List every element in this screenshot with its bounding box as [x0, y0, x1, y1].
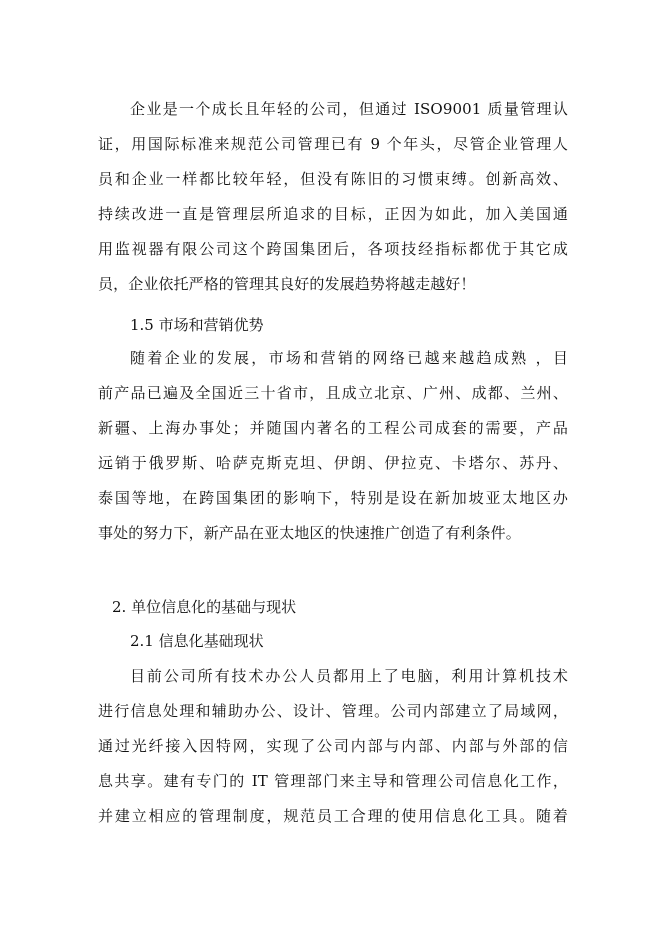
section-heading-2-1: 2.1 信息化基础现状 — [130, 632, 264, 650]
text-line: 息共享。建有专门的 IT 管理部门来主导和管理公司信息化工作， — [98, 772, 568, 790]
paragraph-it-foundation — [98, 659, 568, 834]
paragraph-company-profile — [98, 92, 568, 302]
text-line: 事处的努力下，新产品在亚太地区的快速推广创造了有利条件。 — [98, 524, 521, 542]
text-line: 持续改进一直是管理层所追求的目标，正因为如此，加入美国通 — [98, 205, 568, 223]
text-line: 员，企业依托严格的管理其良好的发展趋势将越走越好！ — [98, 275, 476, 293]
section-heading-1-5: 1.5 市场和营销优势 — [130, 316, 264, 334]
text-line: 证，用国际标准来规范公司管理已有 9 个年头，尽管企业管理人 — [98, 135, 568, 153]
text-line: 远销于俄罗斯、哈萨克斯克坦、伊朗、伊拉克、卡塔尔、苏丹、 — [98, 454, 568, 472]
text-line: 并建立相应的管理制度，规范员工合理的使用信息化工具。随着 — [98, 807, 568, 825]
section-heading-2: 2. 单位信息化的基础与现状 — [112, 598, 297, 616]
text-line: 新疆、上海办事处；并随国内著名的工程公司成套的需要，产品 — [98, 419, 568, 437]
text-line: 通过光纤接入因特网，实现了公司内部与内部、内部与外部的信 — [98, 737, 568, 755]
paragraph-market-advantage — [98, 341, 568, 551]
text-line: 前产品已遍及全国近三十省市，且成立北京、广州、成都、兰州、 — [98, 384, 568, 402]
text-line: 用监视器有限公司这个跨国集团后，各项技经指标都优于其它成 — [98, 240, 568, 258]
text-line: 进行信息处理和辅助办公、设计、管理。公司内部建立了局域网， — [98, 702, 568, 720]
text-line: 泰国等地，在跨国集团的影响下，特别是设在新加坡亚太地区办 — [98, 489, 568, 507]
text-line: 员和企业一样都比较年轻，但没有陈旧的习惯束缚。创新高效、 — [98, 170, 568, 188]
text-line: 企业是一个成长且年轻的公司，但通过 ISO9001 质量管理认 — [130, 100, 568, 118]
text-line: 目前公司所有技术办公人员都用上了电脑，利用计算机技术 — [130, 667, 568, 685]
text-line: 随着企业的发展，市场和营销的网络已越来越趋成熟 ，目 — [130, 349, 568, 367]
